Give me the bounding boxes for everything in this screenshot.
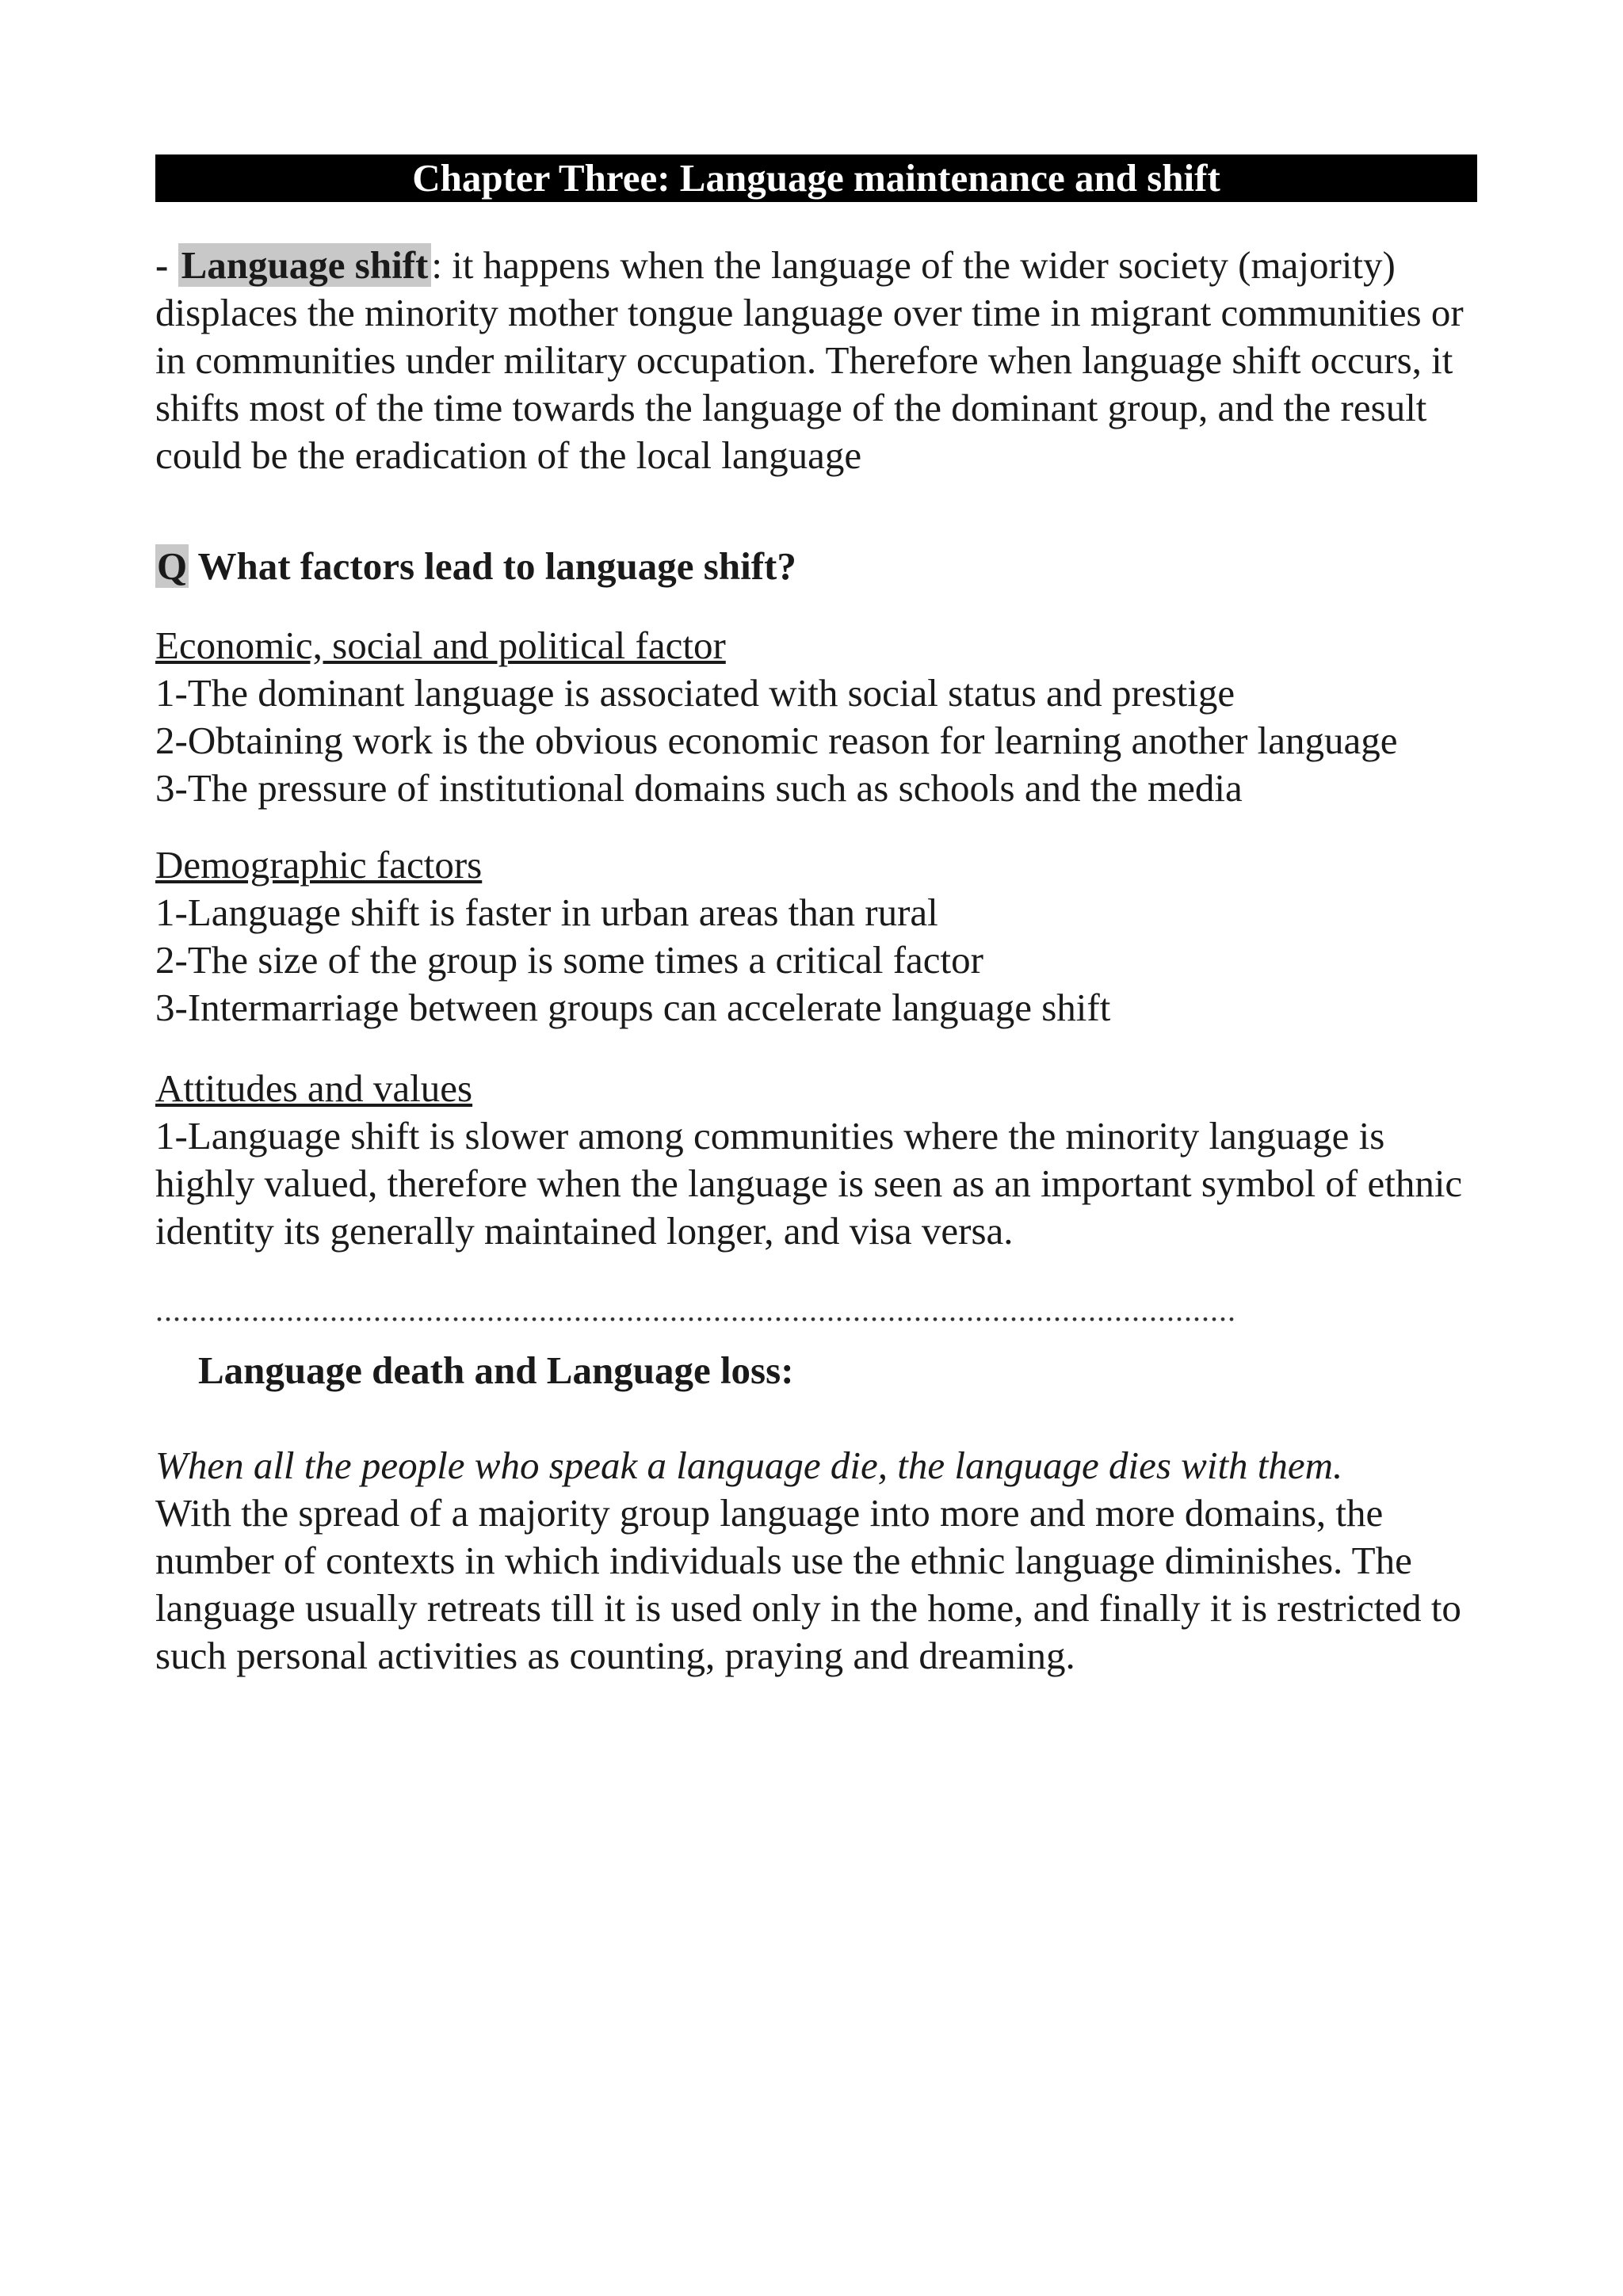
- section-heading: Economic, social and political factor: [155, 624, 726, 667]
- definition-dash: -: [155, 243, 178, 287]
- section-heading: Attitudes and values: [155, 1066, 473, 1110]
- list-item: 1-Language shift is faster in urban areas than rural: [155, 891, 938, 934]
- document-page: [155, 154, 1477, 1680]
- section-attitudes: [155, 1065, 1477, 1255]
- chapter-title: Chapter Three: Language maintenance and shift: [155, 154, 1477, 202]
- definition-text: : it happens when the language of the wider society (majority) displaces the minority mother tongue language over time in migrant communities or in communities under military occupation. Therefore when language shift occurs, it shifts most of the time towards the language of the dominant group, and the result could be the eradication of the local language: [155, 243, 1464, 477]
- list-item: 3-Intermarriage between groups can accelerate language shift: [155, 986, 1111, 1029]
- list-item: 2-The size of the group is some times a critical factor: [155, 938, 983, 982]
- section-heading: Demographic factors: [155, 843, 483, 887]
- section-economic: [155, 622, 1477, 812]
- dotted-separator: ............................................................................................................................: [155, 1295, 1236, 1326]
- list-item: 1-The dominant language is associated with social status and prestige: [155, 671, 1235, 715]
- death-body: With the spread of a majority group language into more and more domains, the number of contexts in which individuals use the ethnic language diminishes. The language usually retreats till it is used only in the home, and finally it is restricted to such personal activities as counting, praying and dreaming.: [155, 1491, 1461, 1677]
- question-heading: [155, 543, 1477, 590]
- definition-paragraph: [155, 242, 1477, 479]
- definition-term: Language shift: [178, 243, 432, 287]
- section-demographic: [155, 841, 1477, 1032]
- death-italic-line: When all the people who speak a language die, the language dies with them.: [155, 1444, 1343, 1487]
- question-text: What factors lead to language shift?: [189, 544, 796, 588]
- list-item: 1-Language shift is slower among communities where the minority language is highly valued, therefore when the language is seen as an important symbol of ethnic identity its generally maintained longer, and visa versa.: [155, 1114, 1463, 1253]
- death-heading: Language death and Language loss:: [198, 1348, 794, 1392]
- list-item: 3-The pressure of institutional domains such as schools and the media: [155, 766, 1243, 810]
- question-marker: Q: [157, 544, 188, 588]
- list-item: 2-Obtaining work is the obvious economic reason for learning another language: [155, 719, 1398, 762]
